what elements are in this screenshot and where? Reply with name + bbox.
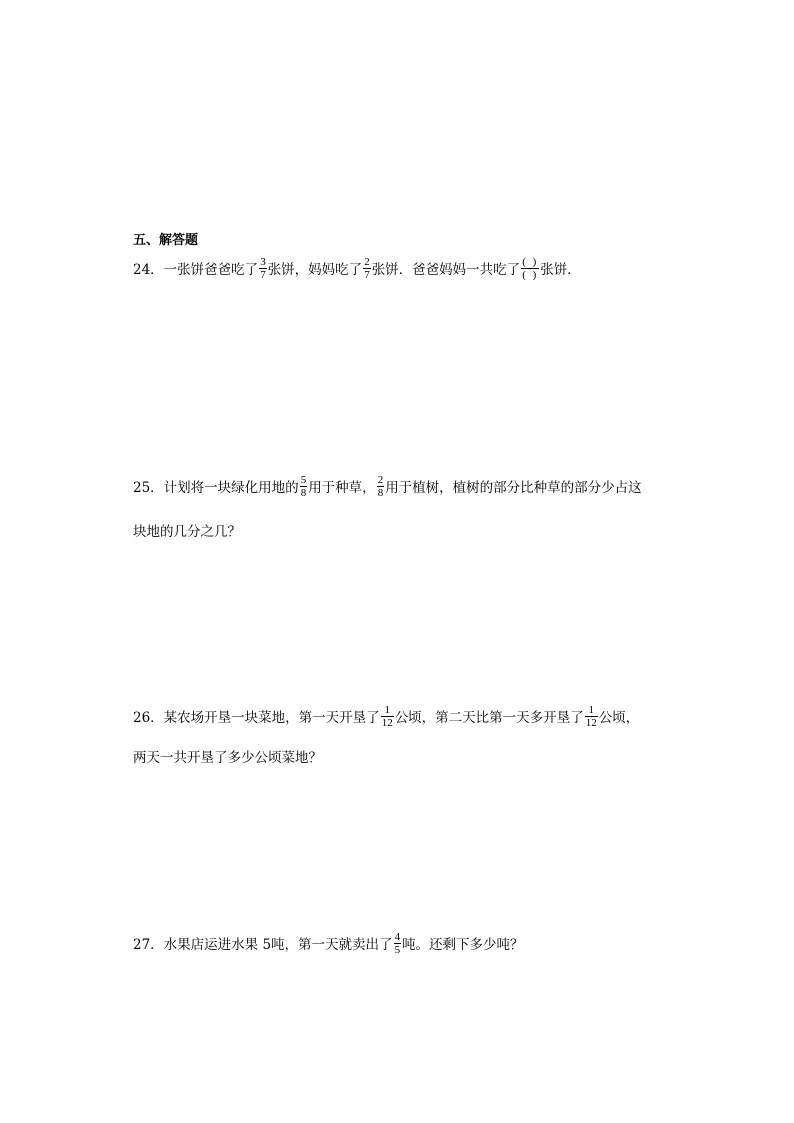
- fraction-numerator: 2: [364, 255, 370, 268]
- question-text: 24．一张饼爸爸吃了: [133, 262, 259, 278]
- question-text: 27．水果店运进水果 5吨，第一天就卖出了: [133, 937, 393, 953]
- question-line: [133, 256, 581, 280]
- fraction-numerator: 4: [394, 930, 401, 943]
- question-text: 吨。还剩下多少吨？: [402, 937, 524, 953]
- fraction-numerator: 1: [384, 703, 390, 716]
- question-text: 张饼，妈妈吃了: [267, 262, 363, 278]
- fraction: [300, 474, 308, 499]
- question-line: [133, 704, 639, 728]
- question-text: 用于植树，植树的部分比种草的部分少占这: [385, 480, 642, 496]
- fraction: [363, 256, 371, 281]
- fraction-denominator: 12: [585, 716, 597, 729]
- fraction-denominator: 8: [377, 486, 384, 499]
- question-text: 用于种草，: [308, 480, 376, 496]
- fraction-denominator: 7: [260, 268, 266, 281]
- question-line: [133, 931, 524, 955]
- fraction-numerator: 2: [377, 473, 384, 486]
- question-text: 张饼．: [540, 262, 581, 278]
- question-line: [133, 474, 642, 498]
- fraction: [394, 931, 402, 956]
- question-text: 公顷，第二天比第一天多开垦了: [394, 710, 584, 726]
- fraction-numerator: 1: [588, 703, 594, 716]
- fraction: [377, 474, 385, 499]
- question-text: 公顷，: [598, 710, 640, 726]
- fraction-numerator: 5: [300, 473, 307, 486]
- question-text: 两天一共开垦了多少公顷菜地？: [133, 750, 322, 766]
- fraction-denominator-blank: ( ): [522, 268, 539, 281]
- fraction-blank: [521, 256, 539, 281]
- fraction-denominator: 12: [381, 716, 393, 729]
- fraction-denominator: 5: [394, 943, 401, 956]
- fraction-denominator: 8: [300, 486, 307, 499]
- fraction-numerator-blank: ( ): [522, 255, 539, 268]
- question-line: [133, 518, 241, 542]
- question-text: 26．某农场开垦一块菜地，第一天开垦了: [133, 710, 380, 726]
- section-title: 五、解答题: [133, 233, 199, 248]
- fraction-denominator: 7: [364, 268, 370, 281]
- question-line: [133, 744, 322, 768]
- fraction-numerator: 3: [260, 255, 266, 268]
- fraction: [381, 704, 394, 729]
- fraction: [585, 704, 598, 729]
- question-text: 25．计划将一块绿化用地的: [133, 480, 299, 496]
- question-text: 块地的几分之几？: [133, 524, 241, 540]
- question-text: 张饼．爸爸妈妈一共吃了: [371, 262, 521, 278]
- fraction: [259, 256, 267, 281]
